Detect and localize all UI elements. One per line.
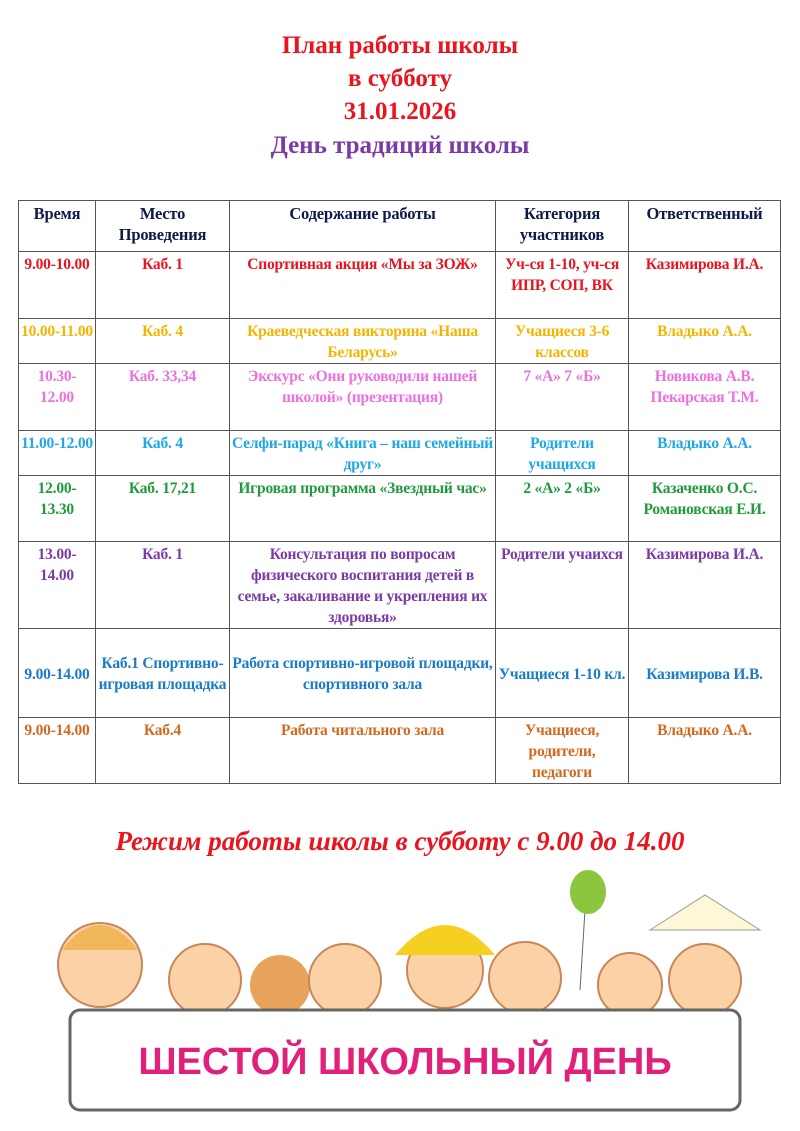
kids-faces-icon: [58, 870, 760, 1017]
cell-content: Селфи-парад «Книга – наш семейный друг»: [230, 431, 496, 476]
cell-content: Экскурс «Они руководили нашей школой» (презентация): [230, 364, 496, 431]
cell-category: Учащиеся, родители, педагоги: [496, 718, 629, 784]
table-row: [19, 718, 781, 784]
cell-responsible: Новикова А.В. Пекарская Т.М.: [629, 364, 781, 431]
col-header: Содержание работы: [230, 201, 496, 252]
title-line2: в субботу: [348, 65, 452, 92]
cell-category: 2 «А» 2 «Б»: [496, 476, 629, 542]
cell-time: 13.00-14.00: [19, 542, 96, 629]
cell-content: Консультация по вопросам физического воспитания детей в семье, закаливание и укрепления их здоровья»: [230, 542, 496, 629]
subtitle: День традиций школы: [270, 132, 530, 159]
table-row: [19, 431, 781, 476]
table-row: [19, 629, 781, 718]
cell-content: Работа спортивно-игровой площадки, спортивного зала: [230, 629, 496, 718]
cell-place: Каб. 4: [96, 431, 230, 476]
cell-place: Каб.1 Спортивно-игровая площадка: [96, 629, 230, 718]
cell-responsible: Казимирова И.А.: [629, 542, 781, 629]
cell-content: Краеведческая викторина «Наша Беларусь»: [230, 319, 496, 364]
col-header: Категория участников: [496, 201, 629, 252]
cell-responsible: Владыко А.А.: [629, 718, 781, 784]
cell-time: 10.30-12.00: [19, 364, 96, 431]
cell-place: Каб. 33,34: [96, 364, 230, 431]
table-row: [19, 542, 781, 629]
table-row: [19, 364, 781, 431]
cell-category: 7 «А» 7 «Б»: [496, 364, 629, 431]
table-header: [19, 201, 781, 252]
cell-category: Уч-ся 1-10, уч-ся ИПР, СОП, ВК: [496, 252, 629, 319]
cell-responsible: Казаченко О.С. Романовская Е.И.: [629, 476, 781, 542]
title-line1: План работы школы: [281, 32, 519, 59]
cell-category: Родители учащихся: [496, 431, 629, 476]
cell-responsible: Владыко А.А.: [629, 431, 781, 476]
cell-content: Игровая программа «Звездный час»: [230, 476, 496, 542]
table-row: [19, 252, 781, 319]
col-header: Место Проведения: [96, 201, 230, 252]
cell-category: Родители учаихся: [496, 542, 629, 629]
cell-place: Каб.4: [96, 718, 230, 784]
cell-content: Спортивная акция «Мы за ЗОЖ»: [230, 252, 496, 319]
cell-place: Каб. 1: [96, 252, 230, 319]
cell-place: Каб. 4: [96, 319, 230, 364]
col-header: Время: [19, 201, 96, 252]
title-date: 31.01.2026: [343, 98, 457, 125]
cell-time: 11.00-12.00: [19, 431, 96, 476]
cell-category: Учащиеся 1-10 кл.: [496, 629, 629, 718]
cell-time: 9.00-10.00: [19, 252, 96, 319]
cell-place: Каб. 1: [96, 542, 230, 629]
cell-category: Учащиеся 3-6 классов: [496, 319, 629, 364]
table-row: [19, 319, 781, 364]
cell-responsible: Владыко А.А.: [629, 319, 781, 364]
schedule-table: [18, 200, 781, 784]
cell-place: Каб. 17,21: [96, 476, 230, 542]
cell-responsible: Казимирова И.В.: [629, 629, 781, 718]
cell-time: 10.00-11.00: [19, 319, 96, 364]
cell-time: 9.00-14.00: [19, 718, 96, 784]
school-day-banner-illustration: [40, 870, 770, 1120]
cell-responsible: Казимирова И.А.: [629, 252, 781, 319]
cell-time: 9.00-14.00: [19, 629, 96, 718]
working-hours-note: Режим работы школы в субботу с 9.00 до 14.00: [115, 826, 685, 856]
col-header: Ответственный: [629, 201, 781, 252]
banner-text: ШЕСТОЙ ШКОЛЬНЫЙ ДЕНЬ: [138, 1041, 672, 1083]
cell-time: 12.00-13.30: [19, 476, 96, 542]
table-row: [19, 476, 781, 542]
cell-content: Работа читального зала: [230, 718, 496, 784]
